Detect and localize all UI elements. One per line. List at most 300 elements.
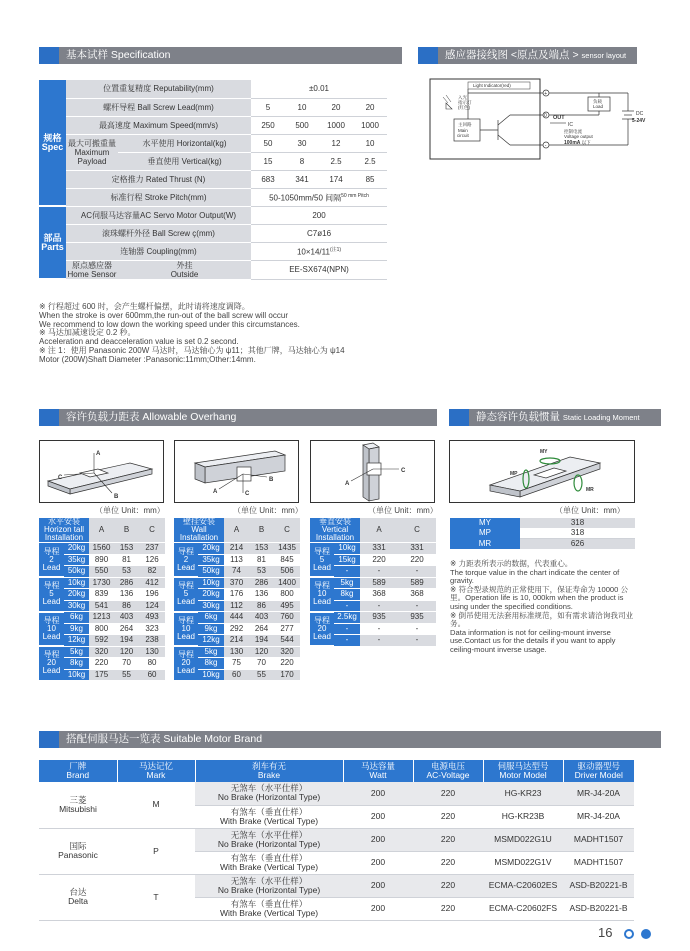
motor-watt: 200 bbox=[343, 897, 413, 920]
overhang-value: 550 bbox=[89, 566, 114, 578]
overhang-value: 153 bbox=[249, 543, 274, 555]
load-weight: 6kg bbox=[64, 612, 89, 624]
overhang-value: - bbox=[398, 635, 436, 647]
dc-label: DC bbox=[636, 111, 644, 117]
moment-value: 318 bbox=[520, 518, 635, 528]
table-row bbox=[39, 782, 634, 805]
terminal-minus bbox=[543, 142, 549, 149]
load-label: Load bbox=[593, 104, 604, 109]
terminal-plus bbox=[543, 90, 549, 97]
motor-model: MSMD022G1U bbox=[483, 828, 563, 851]
load-weight: 10kg bbox=[64, 577, 89, 589]
overhang-value: 214 bbox=[224, 543, 249, 555]
vertical-body bbox=[310, 543, 436, 647]
header-square bbox=[39, 47, 59, 64]
speed-value: 1000 bbox=[353, 116, 387, 134]
motor-brand-table bbox=[39, 760, 634, 921]
note-line: ※ 注 1：使用 Panasonic 200W 马达时，马达轴心为 ψ11；其他厂牌，马达轴心为 ψ14 bbox=[39, 345, 345, 355]
overhang-value: 1213 bbox=[89, 612, 114, 624]
svg-text:C: C bbox=[58, 475, 63, 481]
load-weight: 10kg bbox=[334, 543, 360, 555]
overhang-value: 126 bbox=[139, 554, 165, 566]
light-indicator-label: Light Indicator(red) bbox=[473, 83, 511, 88]
overhang-value: 194 bbox=[114, 635, 139, 647]
out-label: OUT bbox=[553, 115, 565, 121]
brand-mark: M bbox=[117, 782, 195, 828]
spec-notes bbox=[39, 303, 399, 365]
main-circuit-label: Main bbox=[458, 128, 468, 133]
overhang-value: 130 bbox=[224, 646, 249, 658]
repeat-label: 位置重复精度 Reputability(mm) bbox=[66, 80, 251, 98]
header-mark: 马达记忆 Mark bbox=[117, 760, 195, 782]
motor-voltage: 220 bbox=[413, 851, 483, 874]
load-weight: 50kg bbox=[198, 566, 224, 578]
moment-note: The torque value in the chart indicate the center of gravity. bbox=[450, 567, 620, 586]
overhang-value: 220 bbox=[274, 658, 300, 670]
motor-watt: 200 bbox=[343, 851, 413, 874]
vertical-title: 垂直安装 Vertical Installation bbox=[310, 518, 360, 543]
header-square bbox=[449, 409, 469, 426]
load-weight: - bbox=[334, 635, 360, 647]
moment-actuator-illustration bbox=[450, 441, 634, 502]
table-row bbox=[174, 543, 300, 555]
driver-model: MR-J4-20A bbox=[563, 805, 634, 828]
voltage-label: Voltage output bbox=[564, 134, 593, 139]
load-weight: 9kg bbox=[198, 623, 224, 635]
overhang-value: 237 bbox=[139, 543, 165, 555]
overhang-value: - bbox=[398, 600, 436, 612]
header-title: 容许负载力距表 bbox=[66, 411, 140, 423]
overhang-value: 277 bbox=[274, 623, 300, 635]
overhang-value: 1435 bbox=[274, 543, 300, 555]
overhang-value: 320 bbox=[89, 646, 114, 658]
ic-label: IC bbox=[568, 122, 573, 128]
repeat-value: ±0.01 bbox=[251, 80, 387, 98]
motor-model: ECMA-C20602FS bbox=[483, 897, 563, 920]
thrust-label: 定格推力 Rated Thrust (N) bbox=[66, 170, 251, 188]
section-header-static bbox=[449, 409, 661, 426]
overhang-value: 55 bbox=[114, 669, 139, 681]
brand-name: 国际 Panasonic bbox=[39, 828, 117, 874]
overhang-value: - bbox=[360, 623, 398, 635]
figure-wall bbox=[174, 440, 299, 503]
page-number: 16 bbox=[598, 925, 613, 940]
motor-model: HG-KR23B bbox=[483, 805, 563, 828]
moment-name: MY bbox=[450, 518, 520, 528]
screw-label: 滚珠螺杆外径 Ball Screw ç(mm) bbox=[66, 224, 251, 242]
overhang-value: 53 bbox=[249, 566, 274, 578]
motor-watt: 200 bbox=[343, 805, 413, 828]
load-weight: 5kg bbox=[198, 646, 224, 658]
unit-label-vertical: （单位 Unit：mm） bbox=[368, 506, 438, 515]
voltage-label: 控制电流 bbox=[564, 129, 582, 134]
svg-text:MY: MY bbox=[540, 449, 548, 455]
transistor-icon bbox=[468, 89, 543, 145]
load-weight: 8kg bbox=[334, 589, 360, 601]
header-title: 感应器接线图 <原点及端点 > bbox=[445, 49, 579, 61]
brand-mark: T bbox=[117, 874, 195, 920]
wall-title: 壁挂安装 Wall Installation bbox=[174, 518, 224, 543]
motor-model: ECMA-C20602ES bbox=[483, 874, 563, 897]
overhang-value: 1560 bbox=[89, 543, 114, 555]
overhang-value: 331 bbox=[360, 543, 398, 555]
load-weight: - bbox=[334, 566, 360, 578]
vertical-value: 8 bbox=[285, 152, 319, 170]
sensor-value: EE-SX674(NPN) bbox=[251, 260, 387, 279]
static-moment-table bbox=[450, 518, 635, 549]
horizontal-value: 30 bbox=[285, 134, 319, 152]
load-weight: 12kg bbox=[64, 635, 89, 647]
brake-type: 无煞车（水平仕样） No Brake (Horizontal Type) bbox=[195, 828, 343, 851]
brake-type: 无煞车（水平仕样） No Brake (Horizontal Type) bbox=[195, 782, 343, 805]
moment-note: ※ 倒吊使用无法套用标准规范，如有需求请洽询我司业务。 bbox=[450, 610, 634, 629]
table-row bbox=[39, 543, 165, 555]
load-weight: 10kg bbox=[198, 577, 224, 589]
table-row bbox=[310, 577, 436, 589]
load-weight: - bbox=[334, 600, 360, 612]
unit-label-horizontal: （单位 Unit：mm） bbox=[95, 506, 165, 515]
table-row bbox=[39, 577, 165, 589]
overhang-value: - bbox=[398, 566, 436, 578]
motor-voltage: 220 bbox=[413, 805, 483, 828]
load-weight: - bbox=[334, 623, 360, 635]
overhang-value: 86 bbox=[114, 600, 139, 612]
lead-label: 导程 20 Lead bbox=[310, 612, 334, 647]
horizontal-actuator-illustration bbox=[40, 441, 163, 502]
unit-label-moment: （单位 Unit：mm） bbox=[555, 506, 625, 515]
load-weight: 35kg bbox=[64, 554, 89, 566]
brand-name: 三菱 Mitsubishi bbox=[39, 782, 117, 828]
speed-label: 最高速度 Maximum Speed(mm/s) bbox=[66, 116, 251, 134]
outside-label: 外挂 Outside bbox=[118, 260, 251, 279]
motor-voltage: 220 bbox=[413, 897, 483, 920]
coupling-value: $10\times 14/11^{(注1)}$ bbox=[251, 242, 387, 260]
overhang-value: 214 bbox=[224, 635, 249, 647]
overhang-value: 74 bbox=[224, 566, 249, 578]
coupling-label: 连轴器 Coupling(mm) bbox=[66, 242, 251, 260]
svg-text:B: B bbox=[114, 494, 119, 500]
spec-table bbox=[39, 80, 387, 280]
load-weight: 5kg bbox=[64, 646, 89, 658]
overhang-value: 112 bbox=[224, 600, 249, 612]
lead-label: 导程 5 Lead bbox=[39, 577, 64, 612]
overhang-value: 286 bbox=[114, 577, 139, 589]
motor-output-label: AC伺服马达容量AC Servo Motor Output(W) bbox=[66, 206, 251, 224]
current-label: 100mA 以下 bbox=[564, 140, 591, 146]
payload-label: 最大可搬重量 Maximum Payload bbox=[66, 134, 118, 170]
note-line: Motor (200W)Shaft Diameter :Panasonic:11mm;Other:14mm. bbox=[39, 354, 256, 364]
lead-label: 导程 20 Lead bbox=[174, 646, 198, 681]
overhang-value: 589 bbox=[398, 577, 436, 589]
section-header-spec bbox=[39, 47, 402, 64]
screw-value: C7ø16 bbox=[251, 224, 387, 242]
horizontal-value: 12 bbox=[319, 134, 353, 152]
overhang-value: 800 bbox=[274, 589, 300, 601]
page-dot-filled-icon bbox=[641, 929, 651, 939]
overhang-value: 839 bbox=[89, 589, 114, 601]
header-title-en: Allowable Overhang bbox=[142, 411, 237, 423]
overhang-value: 53 bbox=[114, 566, 139, 578]
overhang-value: 331 bbox=[398, 543, 436, 555]
horizontal-value: 10 bbox=[353, 134, 387, 152]
motor-model: HG-KR23 bbox=[483, 782, 563, 805]
overhang-value: 120 bbox=[249, 646, 274, 658]
overhang-value: 81 bbox=[249, 554, 274, 566]
driver-model: MR-J4-20A bbox=[563, 782, 634, 805]
svg-text:MR: MR bbox=[586, 487, 594, 493]
speed-value: 250 bbox=[251, 116, 285, 134]
overhang-value: 541 bbox=[89, 600, 114, 612]
overhang-value: 370 bbox=[224, 577, 249, 589]
lead-label: 导程 2 Lead bbox=[39, 543, 64, 578]
lead-label: 螺杆导程 Ball Screw Lead(mm) bbox=[66, 98, 251, 116]
spec-group-label: 规格 Spec bbox=[39, 80, 66, 206]
svg-text:C: C bbox=[245, 491, 250, 497]
brand-name: 台达 Delta bbox=[39, 874, 117, 920]
overhang-value: 70 bbox=[249, 658, 274, 670]
vertical-overhang-table bbox=[310, 518, 436, 647]
col-header: A bbox=[89, 518, 114, 543]
motor-voltage: 220 bbox=[413, 874, 483, 897]
main-circuit-label: circuit bbox=[457, 133, 469, 138]
overhang-value: 220 bbox=[398, 554, 436, 566]
overhang-value: 1730 bbox=[89, 577, 114, 589]
moment-name: MR bbox=[450, 539, 520, 550]
overhang-value: 800 bbox=[89, 623, 114, 635]
brake-type: 有煞车（垂直仕样） With Brake (Vertical Type) bbox=[195, 851, 343, 874]
col-header: C bbox=[139, 518, 165, 543]
header-brake: 刹车有无 Brake bbox=[195, 760, 343, 782]
col-header: B bbox=[114, 518, 139, 543]
moment-notes bbox=[450, 560, 638, 655]
table-row bbox=[39, 828, 634, 851]
table-row bbox=[174, 577, 300, 589]
overhang-value: 323 bbox=[139, 623, 165, 635]
header-square bbox=[39, 409, 59, 426]
col-header: A bbox=[360, 518, 398, 543]
stroke-label: 标准行程 Stroke Pitch(mm) bbox=[66, 188, 251, 206]
overhang-value: 82 bbox=[139, 566, 165, 578]
thrust-value: 683 bbox=[251, 170, 285, 188]
overhang-value: 175 bbox=[89, 669, 114, 681]
moment-value: 318 bbox=[520, 528, 635, 539]
load-weight: 50kg bbox=[64, 566, 89, 578]
load-weight: 6kg bbox=[198, 612, 224, 624]
table-row bbox=[174, 612, 300, 624]
led-label: 指示灯 bbox=[458, 100, 472, 105]
overhang-value: 124 bbox=[139, 600, 165, 612]
overhang-value: 81 bbox=[114, 554, 139, 566]
table-row bbox=[39, 646, 165, 658]
section-header-motor bbox=[39, 731, 661, 748]
svg-text:MP: MP bbox=[510, 471, 518, 477]
overhang-value: - bbox=[360, 600, 398, 612]
moment-note: Data information is not for ceiling-mount inverse use.Contact us for the details if you want to apply ceiling-mount inverse usage. bbox=[450, 627, 616, 654]
driver-model: ASD-B20221-B bbox=[563, 874, 634, 897]
load-weight: 20kg bbox=[64, 589, 89, 601]
overhang-value: 935 bbox=[360, 612, 398, 624]
svg-text:-: - bbox=[544, 143, 547, 149]
load-weight: 9kg bbox=[64, 623, 89, 635]
overhang-value: 1400 bbox=[274, 577, 300, 589]
stroke-value: 50-1050mm/50 间隔$^{50 mm Pitch}$ bbox=[251, 188, 387, 206]
motor-watt: 200 bbox=[343, 828, 413, 851]
overhang-value: 176 bbox=[224, 589, 249, 601]
section-header-sensor bbox=[418, 47, 637, 64]
load-weight: 8kg bbox=[64, 658, 89, 670]
note-line: When the stroke is over 600mm,the run-out of the ball screw will occur bbox=[39, 310, 288, 320]
horizontal-value: 50 bbox=[251, 134, 285, 152]
thrust-value: 174 bbox=[319, 170, 353, 188]
wall-body bbox=[174, 543, 300, 681]
vertical-value: 2.5 bbox=[353, 152, 387, 170]
load-weight: 30kg bbox=[64, 600, 89, 612]
lead-label: 导程 2 Lead bbox=[174, 543, 198, 578]
moment-note: ※ 力距表所表示的数据，代表重心。 bbox=[450, 559, 573, 568]
wall-actuator-illustration bbox=[175, 441, 298, 502]
col-header: C bbox=[398, 518, 436, 543]
motor-voltage: 220 bbox=[413, 828, 483, 851]
col-header: B bbox=[249, 518, 274, 543]
dc-volts-label: 5-24V bbox=[632, 118, 646, 124]
motor-voltage: 220 bbox=[413, 782, 483, 805]
horizontal-label: 水平使用 Horizontal(kg) bbox=[118, 134, 251, 152]
overhang-value: 264 bbox=[114, 623, 139, 635]
horizontal-title: 水平安装 Horizon tall Installation bbox=[39, 518, 89, 543]
thrust-value: 341 bbox=[285, 170, 319, 188]
table-row bbox=[39, 612, 165, 624]
overhang-value: 845 bbox=[274, 554, 300, 566]
speed-value: 1000 bbox=[319, 116, 353, 134]
overhang-value: 130 bbox=[139, 646, 165, 658]
sensor-body bbox=[430, 79, 540, 159]
brake-type: 有煞车（垂直仕样） With Brake (Vertical Type) bbox=[195, 897, 343, 920]
overhang-value: - bbox=[398, 623, 436, 635]
brake-type: 有煞车（垂直仕样） With Brake (Vertical Type) bbox=[195, 805, 343, 828]
overhang-value: 935 bbox=[398, 612, 436, 624]
header-title: 搭配伺服马达一览表 bbox=[66, 733, 161, 745]
header-title: 静态容许负载惯量 bbox=[476, 411, 560, 423]
terminal-out bbox=[543, 112, 549, 119]
overhang-value: 493 bbox=[139, 612, 165, 624]
svg-text:0: 0 bbox=[544, 113, 547, 119]
overhang-value: 170 bbox=[274, 669, 300, 681]
header-watt: 马达容量 Watt bbox=[343, 760, 413, 782]
section-header-overhang bbox=[39, 409, 437, 426]
vertical-actuator-illustration bbox=[311, 441, 434, 502]
overhang-value: 403 bbox=[114, 612, 139, 624]
overhang-value: 495 bbox=[274, 600, 300, 612]
svg-text:B: B bbox=[269, 477, 274, 483]
svg-text:+: + bbox=[544, 91, 548, 97]
load-weight: 20kg bbox=[198, 543, 224, 555]
lead-value: 20 bbox=[353, 98, 387, 116]
header-title: 基本试样 bbox=[66, 49, 108, 61]
led-icon bbox=[443, 95, 452, 109]
overhang-value: 113 bbox=[224, 554, 249, 566]
svg-text:C: C bbox=[401, 468, 406, 474]
load-label: 负载 bbox=[593, 99, 602, 104]
note-line: ※ 行程超过 600 时，会产生螺杆偏摆，此时请将速度调降。 bbox=[39, 302, 250, 311]
load-weight: 15kg bbox=[334, 554, 360, 566]
header-voltage: 电源电压 AC-Voltage bbox=[413, 760, 483, 782]
overhang-value: 320 bbox=[274, 646, 300, 658]
wall-overhang-table bbox=[174, 518, 300, 682]
parts-group-label: 部品 Parts bbox=[39, 206, 66, 279]
load-weight: 30kg bbox=[198, 600, 224, 612]
load-weight: 2.5kg bbox=[334, 612, 360, 624]
led-label: (红色) bbox=[458, 105, 470, 110]
svg-text:A: A bbox=[96, 451, 101, 457]
brand-mark: P bbox=[117, 828, 195, 874]
header-motor-model: 伺服马达型号 Motor Model bbox=[483, 760, 563, 782]
lead-label: 导程 5 Lead bbox=[174, 577, 198, 612]
table-row bbox=[310, 612, 436, 624]
overhang-value: 412 bbox=[139, 577, 165, 589]
lead-label: 导程 10 Lead bbox=[174, 612, 198, 647]
note-line: ※ 马达加减速设定 0.2 秒。 bbox=[39, 328, 136, 338]
lead-value: 5 bbox=[251, 98, 285, 116]
overhang-value: 120 bbox=[114, 646, 139, 658]
figure-moment bbox=[449, 440, 635, 503]
load-weight: 5kg bbox=[334, 577, 360, 589]
motor-watt: 200 bbox=[343, 874, 413, 897]
motor-output-value: 200 bbox=[251, 206, 387, 224]
header-square bbox=[39, 731, 59, 748]
overhang-value: 760 bbox=[274, 612, 300, 624]
header-brand: 厂牌 Brand bbox=[39, 760, 117, 782]
lead-value: 10 bbox=[285, 98, 319, 116]
load-weight: 10kg bbox=[198, 669, 224, 681]
home-sensor-label: 原点感应器 Home Sensor bbox=[67, 260, 117, 279]
page-dot-outline-icon bbox=[624, 929, 634, 939]
overhang-value: 60 bbox=[139, 669, 165, 681]
overhang-value: 403 bbox=[249, 612, 274, 624]
overhang-value: - bbox=[360, 635, 398, 647]
overhang-value: 368 bbox=[360, 589, 398, 601]
motor-watt: 200 bbox=[343, 782, 413, 805]
load-weight: 20kg bbox=[64, 543, 89, 555]
load-weight: 35kg bbox=[198, 554, 224, 566]
overhang-value: 368 bbox=[398, 589, 436, 601]
driver-model: MADHT1507 bbox=[563, 828, 634, 851]
led-label: 入光 bbox=[458, 95, 467, 100]
unit-label-wall: （单位 Unit：mm） bbox=[233, 506, 303, 515]
lead-label: 导程 10 Lead bbox=[310, 577, 334, 612]
vertical-value: 2.5 bbox=[319, 152, 353, 170]
vertical-value: 15 bbox=[251, 152, 285, 170]
horizontal-overhang-table bbox=[39, 518, 165, 682]
overhang-value: 80 bbox=[139, 658, 165, 670]
overhang-value: 60 bbox=[224, 669, 249, 681]
load-weight: 10kg bbox=[64, 669, 89, 681]
note-line: Acceleration and deacceleration value is set 0.2 second. bbox=[39, 337, 239, 347]
header-square bbox=[418, 47, 438, 64]
overhang-value: 153 bbox=[114, 543, 139, 555]
vertical-label: 垂直使用 Vertical(kg) bbox=[118, 152, 251, 170]
overhang-value: 264 bbox=[249, 623, 274, 635]
overhang-value: 70 bbox=[114, 658, 139, 670]
table-row bbox=[174, 646, 300, 658]
load-weight: 20kg bbox=[198, 589, 224, 601]
col-header: A bbox=[224, 518, 249, 543]
overhang-value: 506 bbox=[274, 566, 300, 578]
overhang-value: - bbox=[360, 566, 398, 578]
table-row bbox=[310, 543, 436, 555]
overhang-value: 136 bbox=[249, 589, 274, 601]
lead-label: 导程 10 Lead bbox=[39, 612, 64, 647]
driver-model: MADHT1507 bbox=[563, 851, 634, 874]
